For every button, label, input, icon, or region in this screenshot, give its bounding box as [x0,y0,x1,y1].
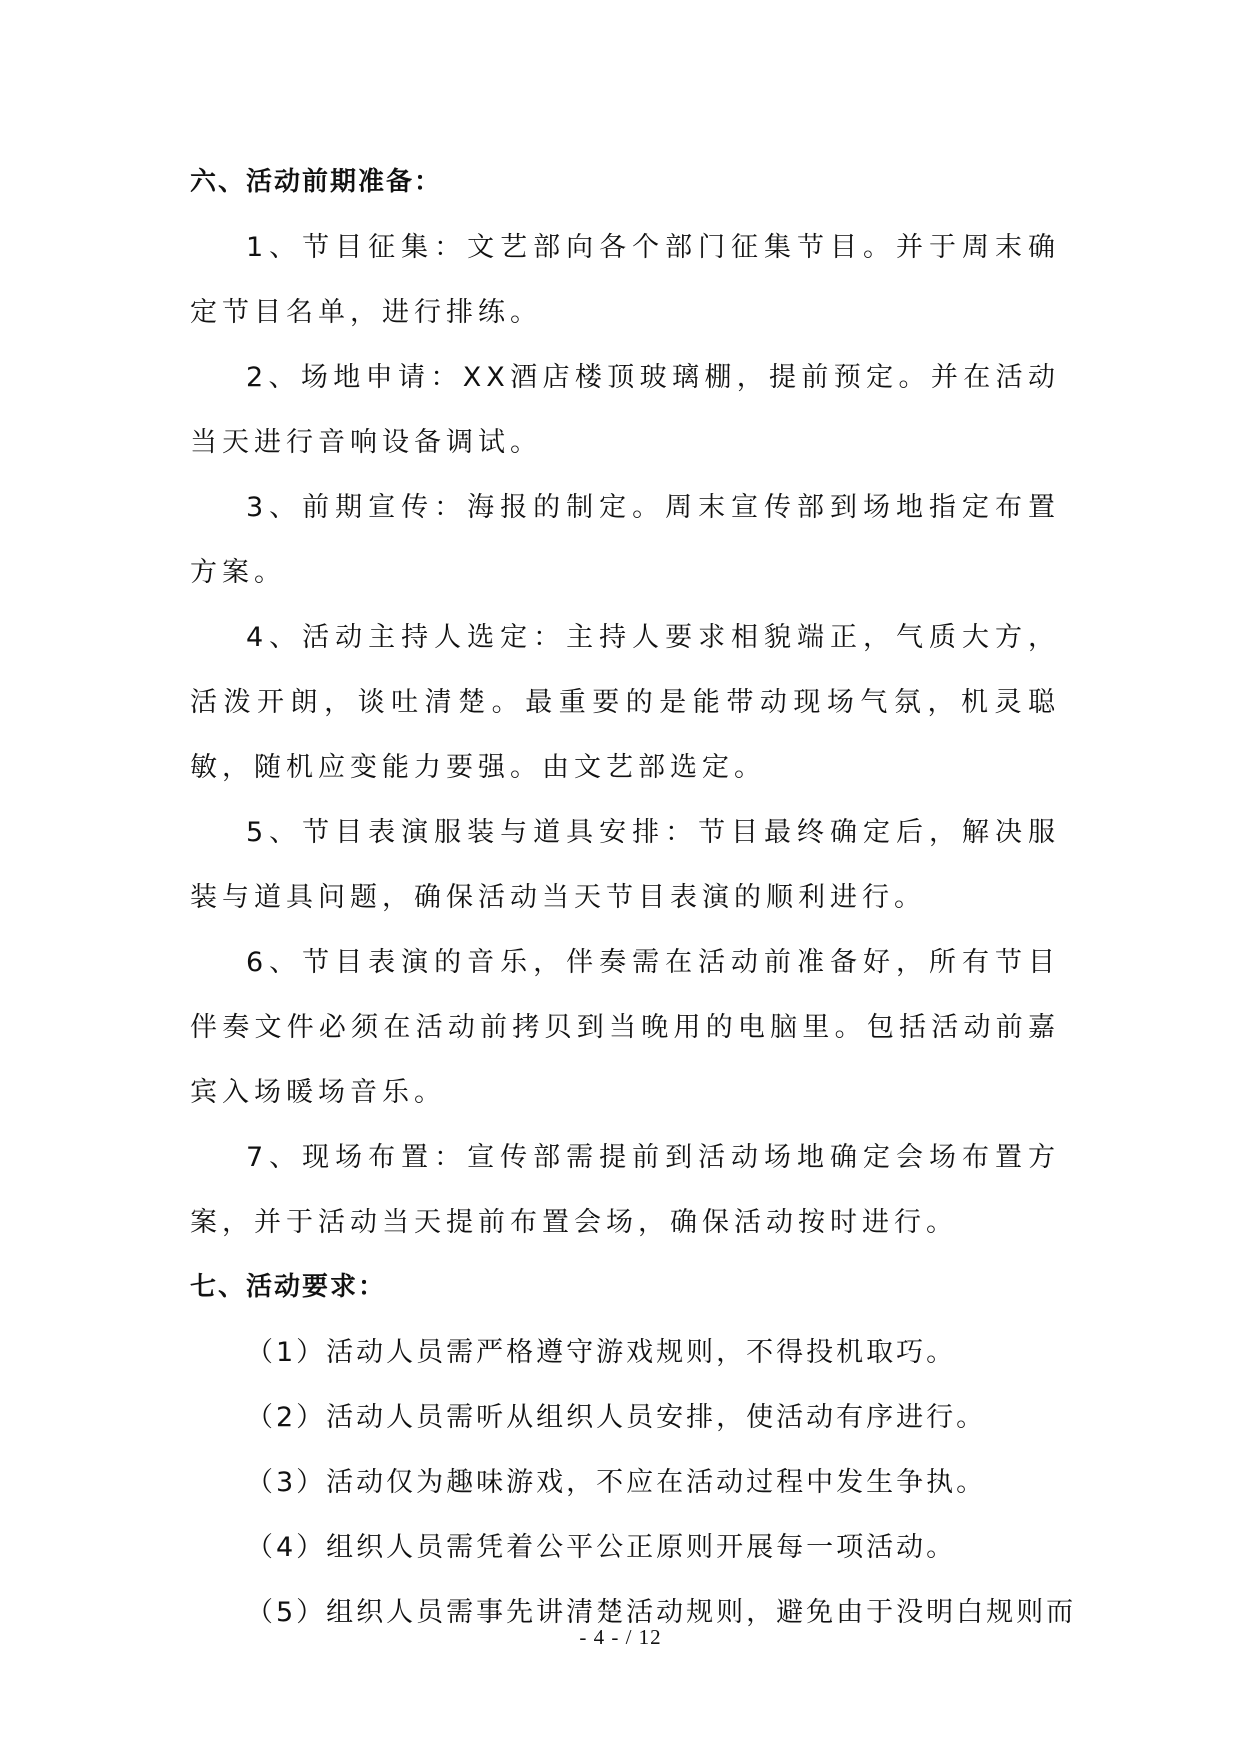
section-7-heading: 七、活动要求： [190,1272,387,1302]
section-6-item-6: 6、节目表演的音乐，伴奏需在活动前准备好，所有节目伴奏文件必须在活动前拷贝到当晚用的电脑里。包括活动前嘉宾入场暖场音乐。 [190,947,1060,1108]
section-6-item-3: 3、前期宣传：海报的制定。周末宣传部到场地指定布置方案。 [190,492,1060,588]
section-6-item-5: 5、节目表演服装与道具安排：节目最终确定后，解决服装与道具问题，确保活动当天节目表演的顺利进行。 [190,817,1060,913]
section-6-item-4: 4、活动主持人选定：主持人要求相貌端正，气质大方，活泼开朗，谈吐清楚。最重要的是能带动现场气氛，机灵聪敏，随机应变能力要强。由文艺部选定。 [190,622,1060,783]
section-7-item-4: （4）组织人员需凭着公平公正原则开展每一项活动。 [246,1532,957,1563]
document-body [190,150,1077,1645]
section-6-item-2: 2、场地申请：XX酒店楼顶玻璃棚，提前预定。并在活动当天进行音响设备调试。 [190,362,1060,458]
section-6-item-7: 7、现场布置：宣传部需提前到活动场地确定会场布置方案，并于活动当天提前布置会场，确保活动按时进行。 [190,1142,1060,1238]
section-7-item-3: （3）活动仅为趣味游戏，不应在活动过程中发生争执。 [246,1467,987,1498]
section-7-item-2: （2）活动人员需听从组织人员安排，使活动有序进行。 [246,1402,987,1433]
section-7-item-1: （1）活动人员需严格遵守游戏规则，不得投机取巧。 [246,1337,957,1368]
section-6-heading: 六、活动前期准备： [190,167,443,197]
section-6-item-1: 1、节目征集：文艺部向各个部门征集节目。并于周末确定节目名单，进行排练。 [190,232,1060,328]
page-number: - 4 - / 12 [579,1625,662,1649]
section-7-item-5: （5）组织人员需事先讲清楚活动规则，避免由于没明白规则而 [246,1597,1077,1628]
